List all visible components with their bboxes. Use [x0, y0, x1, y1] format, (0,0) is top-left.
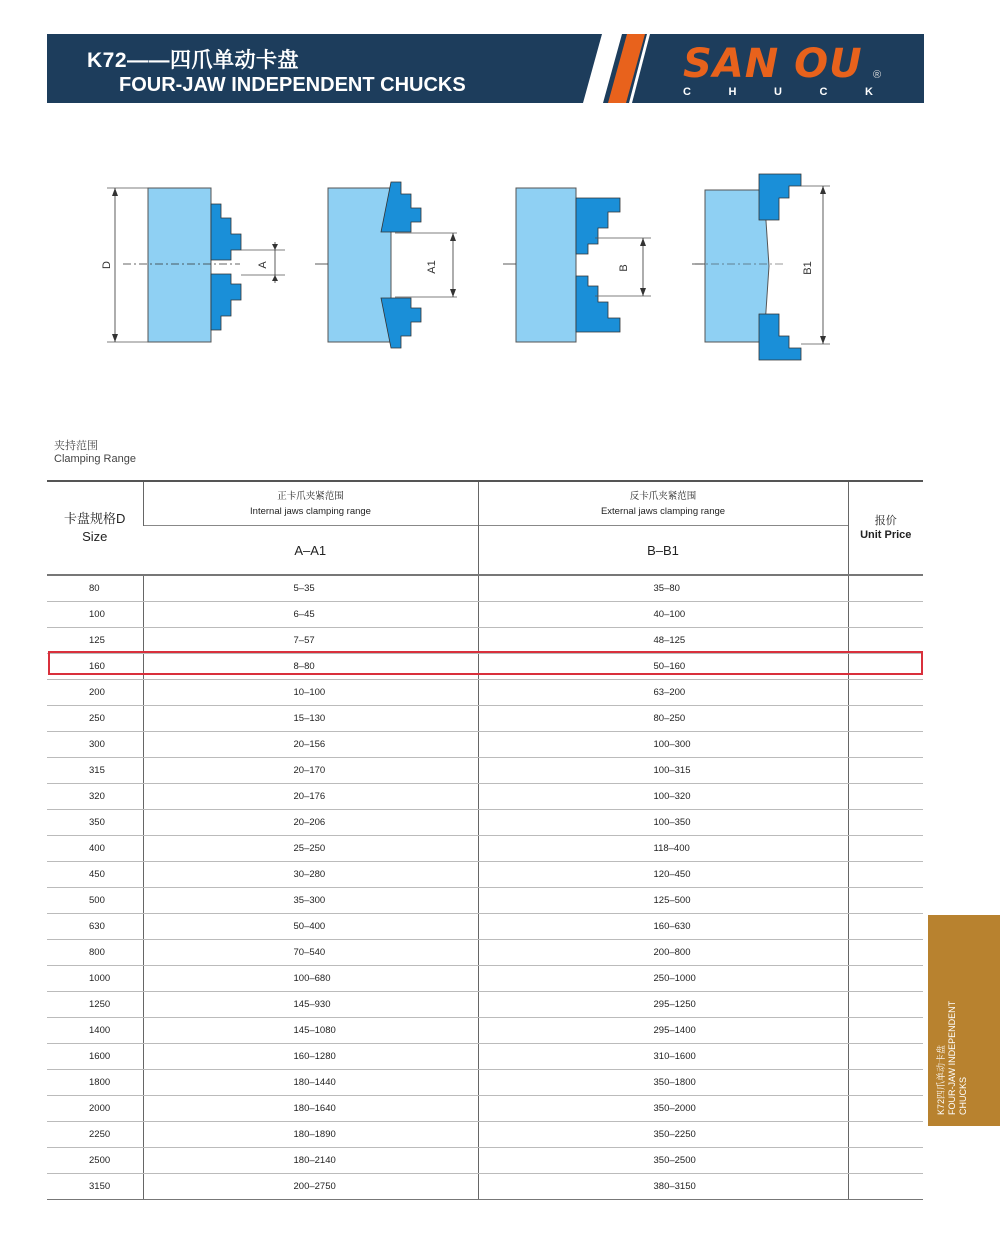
range-aa-cell: 6–45: [143, 602, 478, 628]
table-row: [47, 1122, 923, 1148]
table-row: [47, 758, 923, 784]
clamping-range-table: [47, 480, 923, 1200]
range-aa-cell: 8–80: [143, 654, 478, 680]
size-cell: 1400: [47, 1018, 143, 1044]
header-external: [478, 481, 848, 526]
range-bb-cell: 295–1250: [478, 992, 848, 1018]
diagram-internal-a1: [315, 182, 457, 348]
price-cell: [848, 575, 923, 602]
header-size: [47, 481, 143, 575]
size-cell: 1000: [47, 966, 143, 992]
header-banner: [47, 34, 924, 103]
page-title-cn: K72——四爪单动卡盘: [87, 49, 300, 72]
size-cell: 2250: [47, 1122, 143, 1148]
diagram-internal-a: [101, 188, 285, 342]
range-aa-cell: 50–400: [143, 914, 478, 940]
side-tab: [928, 915, 1000, 1126]
header-price-en: Unit Price: [860, 529, 912, 541]
range-aa-cell: 160–1280: [143, 1044, 478, 1070]
logo-subtitle: [683, 86, 873, 98]
table-row: [47, 966, 923, 992]
price-cell: [848, 1018, 923, 1044]
size-cell: 630: [47, 914, 143, 940]
range-aa-cell: 145–930: [143, 992, 478, 1018]
size-cell: 400: [47, 836, 143, 862]
price-cell: [848, 966, 923, 992]
range-bb-cell: 100–320: [478, 784, 848, 810]
header-price-cn: 报价: [874, 515, 897, 527]
range-aa-cell: 15–130: [143, 706, 478, 732]
clamping-range-label-en: Clamping Range: [54, 453, 136, 465]
range-bb-cell: 200–800: [478, 940, 848, 966]
diagram-external-b: [503, 188, 651, 342]
price-cell: [848, 862, 923, 888]
size-cell: 2500: [47, 1148, 143, 1174]
price-cell: [848, 992, 923, 1018]
range-aa-cell: 5–35: [143, 575, 478, 602]
size-cell: 450: [47, 862, 143, 888]
header-internal-en: Internal jaws clamping range: [250, 505, 371, 517]
range-aa-cell: 25–250: [143, 836, 478, 862]
size-cell: 200: [47, 680, 143, 706]
table-row: [47, 732, 923, 758]
logo-registered-mark: ®: [873, 69, 882, 81]
label-b: B: [618, 264, 630, 272]
range-bb-cell: 100–315: [478, 758, 848, 784]
table-row: [47, 628, 923, 654]
price-cell: [848, 602, 923, 628]
range-bb-cell: 380–3150: [478, 1174, 848, 1200]
range-bb-cell: 63–200: [478, 680, 848, 706]
size-cell: 1800: [47, 1070, 143, 1096]
table-row: [47, 602, 923, 628]
size-cell: 300: [47, 732, 143, 758]
range-aa-cell: 20–156: [143, 732, 478, 758]
range-bb-cell: 350–1800: [478, 1070, 848, 1096]
logo-letter: U: [774, 86, 782, 98]
table-row: [47, 706, 923, 732]
table-body: [47, 575, 923, 1200]
header-internal-cn: 正卡爪夹紧范围: [277, 490, 344, 502]
side-tab-text: [936, 1001, 969, 1115]
side-tab-line3: CHUCKS: [958, 1076, 968, 1115]
size-cell: 1600: [47, 1044, 143, 1070]
header-col-bb: B–B1: [478, 526, 848, 576]
price-cell: [848, 940, 923, 966]
range-bb-cell: 50–160: [478, 654, 848, 680]
table-row: [47, 1070, 923, 1096]
range-bb-cell: 120–450: [478, 862, 848, 888]
sanou-logo: [683, 42, 883, 100]
range-bb-cell: 100–350: [478, 810, 848, 836]
size-cell: 250: [47, 706, 143, 732]
range-bb-cell: 125–500: [478, 888, 848, 914]
logo-letter: K: [865, 86, 873, 98]
header-internal: [143, 481, 478, 526]
size-cell: 500: [47, 888, 143, 914]
size-cell: 3150: [47, 1174, 143, 1200]
range-aa-cell: 30–280: [143, 862, 478, 888]
range-aa-cell: 100–680: [143, 966, 478, 992]
header-price: [848, 481, 923, 575]
table-row: [47, 1044, 923, 1070]
table-row: [47, 914, 923, 940]
logo-letter: C: [819, 86, 828, 98]
size-cell: 800: [47, 940, 143, 966]
range-aa-cell: 20–206: [143, 810, 478, 836]
chuck-diagrams: [95, 172, 855, 362]
size-cell: 2000: [47, 1096, 143, 1122]
price-cell: [848, 1148, 923, 1174]
range-bb-cell: 35–80: [478, 575, 848, 602]
table-row: [47, 836, 923, 862]
header-external-en: External jaws clamping range: [600, 505, 726, 517]
price-cell: [848, 1070, 923, 1096]
range-aa-cell: 35–300: [143, 888, 478, 914]
range-aa-cell: 180–2140: [143, 1148, 478, 1174]
range-bb-cell: 160–630: [478, 914, 848, 940]
range-bb-cell: 350–2500: [478, 1148, 848, 1174]
page-title-en: FOUR-JAW INDEPENDENT CHUCKS: [119, 74, 466, 96]
price-cell: [848, 1044, 923, 1070]
range-aa-cell: 20–176: [143, 784, 478, 810]
table-row: [47, 1174, 923, 1200]
label-a: A: [257, 261, 269, 269]
table-row: [47, 862, 923, 888]
price-cell: [848, 654, 923, 680]
price-cell: [848, 1122, 923, 1148]
range-aa-cell: 145–1080: [143, 1018, 478, 1044]
price-cell: [848, 628, 923, 654]
size-cell: 1250: [47, 992, 143, 1018]
table-row: [47, 1018, 923, 1044]
price-cell: [848, 784, 923, 810]
logo-brand: SAN OU: [683, 41, 863, 87]
table-row: [47, 575, 923, 602]
size-cell: 125: [47, 628, 143, 654]
price-cell: [848, 680, 923, 706]
table-row: [47, 1096, 923, 1122]
header-col-aa: A–A1: [143, 526, 478, 576]
table-row: [47, 784, 923, 810]
table-row: [47, 940, 923, 966]
range-bb-cell: 100–300: [478, 732, 848, 758]
side-tab-line1: K72四爪单动卡盘: [936, 1044, 946, 1115]
table-row: [47, 810, 923, 836]
size-cell: 315: [47, 758, 143, 784]
price-cell: [848, 758, 923, 784]
range-bb-cell: 250–1000: [478, 966, 848, 992]
range-aa-cell: 180–1890: [143, 1122, 478, 1148]
table-row: [47, 992, 923, 1018]
range-aa-cell: 180–1440: [143, 1070, 478, 1096]
price-cell: [848, 1174, 923, 1200]
header-size-en: Size: [82, 529, 108, 544]
range-aa-cell: 70–540: [143, 940, 478, 966]
range-bb-cell: 350–2250: [478, 1122, 848, 1148]
range-bb-cell: 295–1400: [478, 1018, 848, 1044]
range-aa-cell: 20–170: [143, 758, 478, 784]
header-size-cn: 卡盘规格D: [64, 511, 126, 526]
logo-letter: H: [728, 86, 737, 98]
size-cell: 350: [47, 810, 143, 836]
logo-letter: C: [683, 86, 691, 98]
price-cell: [848, 706, 923, 732]
range-bb-cell: 48–125: [478, 628, 848, 654]
side-tab-line2: FOUR-JAW INDEPENDENT: [947, 1000, 957, 1115]
table-row: [47, 654, 923, 680]
price-cell: [848, 732, 923, 758]
range-aa-cell: 180–1640: [143, 1096, 478, 1122]
table-row: [47, 680, 923, 706]
range-bb-cell: 118–400: [478, 836, 848, 862]
price-cell: [848, 836, 923, 862]
size-cell: 80: [47, 575, 143, 602]
label-d: D: [101, 261, 113, 269]
size-cell: 100: [47, 602, 143, 628]
range-bb-cell: 310–1600: [478, 1044, 848, 1070]
price-cell: [848, 888, 923, 914]
label-b1: B1: [802, 261, 814, 275]
range-aa-cell: 10–100: [143, 680, 478, 706]
range-aa-cell: 200–2750: [143, 1174, 478, 1200]
range-bb-cell: 80–250: [478, 706, 848, 732]
label-a1: A1: [426, 260, 438, 274]
range-bb-cell: 350–2000: [478, 1096, 848, 1122]
size-cell: 320: [47, 784, 143, 810]
range-aa-cell: 7–57: [143, 628, 478, 654]
diagram-external-b1: [692, 174, 830, 360]
header-external-cn: 反卡爪夹紧范围: [629, 490, 697, 502]
price-cell: [848, 914, 923, 940]
table-row: [47, 1148, 923, 1174]
range-bb-cell: 40–100: [478, 602, 848, 628]
size-cell: 160: [47, 654, 143, 680]
clamping-range-label-cn: 夹持范围: [54, 440, 98, 452]
table-row: [47, 888, 923, 914]
price-cell: [848, 810, 923, 836]
price-cell: [848, 1096, 923, 1122]
